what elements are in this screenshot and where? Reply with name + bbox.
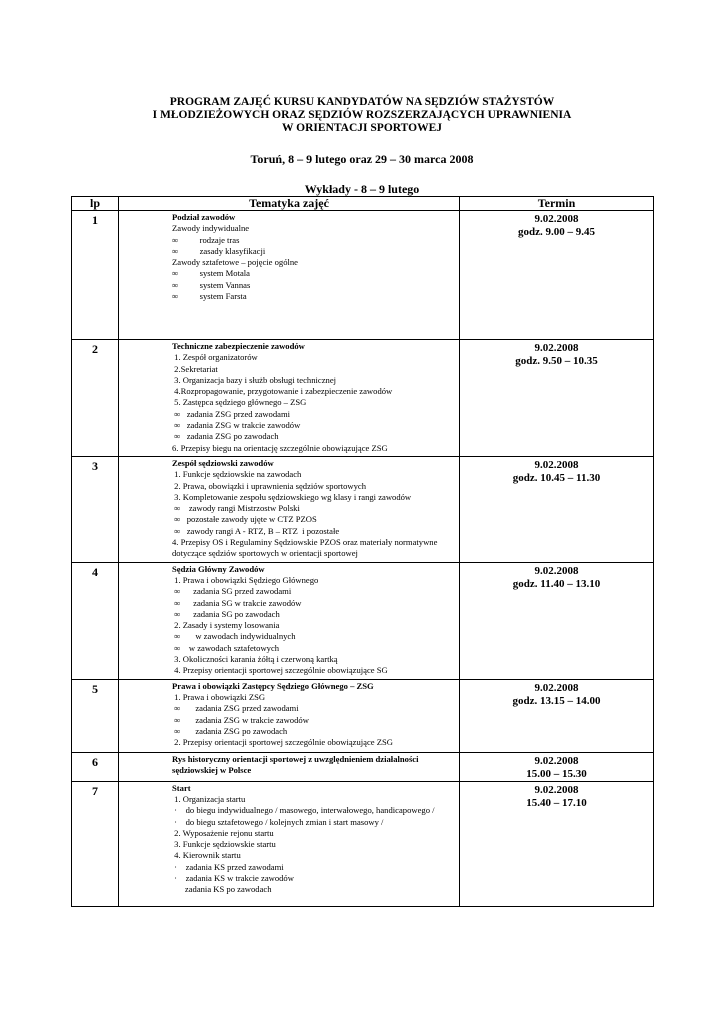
topic-cell <box>119 457 460 563</box>
topic-line: 4. Kierownik startu <box>172 850 241 861</box>
topic-cell <box>119 340 460 457</box>
topic-line: ∞ system Vannas <box>172 279 251 290</box>
term-cell <box>460 211 654 340</box>
topic-line: ∞ zawody rangi Mistrzostw Polski <box>172 503 300 514</box>
topic-line: ∞ zadania ZSG w trakcie zawodów <box>172 420 301 431</box>
document-title <box>0 96 724 135</box>
table-row <box>72 457 654 563</box>
topic-line: ∞ zadania SG po zawodach <box>172 608 280 619</box>
topic-line: ∞ w zawodach sztafetowych <box>172 642 280 653</box>
row-number: 5 <box>72 679 119 752</box>
topic-heading: Zespół sędziowski zawodów <box>172 458 274 468</box>
term-date: 9.02.2008 <box>534 754 579 767</box>
header-lp: lp <box>72 197 119 211</box>
topic-line: 1. Funkcje sędziowskie na zawodach <box>172 469 302 480</box>
table-row <box>72 211 654 340</box>
topic-line: ∞ system Farsta <box>172 291 247 302</box>
topic-line: ∞ zadania SG w trakcie zawodów <box>172 597 302 608</box>
term-cell <box>460 457 654 563</box>
title-line: W ORIENTACJI SPORTOWEJ <box>282 122 442 134</box>
table-row <box>72 781 654 906</box>
lecture-label: Wykłady - 8 – 9 lutego <box>304 182 420 196</box>
topic-line: ∞ zadania ZSG po zawodach <box>172 431 279 442</box>
topic-heading: Podział zawodów <box>172 212 236 222</box>
topic-line: dotyczące sędziów sportowych w orientacji sportowej <box>172 548 358 559</box>
topic-heading: Rys historyczny orientacji sportowej z uwzględnieniem działalności <box>172 753 419 764</box>
header-topic: Tematyka zajęć <box>119 197 460 211</box>
term-date: 9.02.2008 <box>534 213 579 225</box>
topic-line: · zadania KS przed zawodami <box>172 861 284 872</box>
title-line: I MŁODZIEŻOWYCH ORAZ SĘDZIÓW ROZSZERZAJĄCYCH UPRAWNIENIA <box>152 109 572 121</box>
table-row <box>72 562 654 679</box>
topic-line: 4. Przepisy OS i Regulaminy Sędziowskie PZOS oraz materiały normatywne <box>172 537 438 548</box>
header-term: Termin <box>460 197 654 211</box>
term-time: 15.00 – 15.30 <box>526 767 587 780</box>
topic-cell <box>119 211 460 340</box>
topic-heading: Start <box>172 782 191 793</box>
topic-cell <box>119 752 460 781</box>
schedule-table <box>71 196 654 907</box>
term-time: godz. 13.15 – 14.00 <box>512 694 601 707</box>
topic-line: ∞ w zawodach indywidualnych <box>172 631 296 642</box>
topic-line: zadania KS po zawodach <box>172 884 272 895</box>
topic-heading: Prawa i obowiązki Zastępcy Sędziego Głównego – ZSG <box>172 680 374 691</box>
term-date: 9.02.2008 <box>534 783 579 796</box>
row-number: 3 <box>72 457 119 563</box>
topic-line: ∞ zadania ZSG przed zawodami <box>172 703 299 714</box>
topic-heading: Techniczne zabezpieczenie zawodów <box>172 341 305 351</box>
topic-line: 3. Okoliczności karania żółtą i czerwoną kartką <box>172 654 338 665</box>
term-cell <box>460 562 654 679</box>
topic-line: 5. Zastępca sędziego głównego – ZSG <box>172 397 307 408</box>
topic-line: ∞ rodzaje tras <box>172 234 240 245</box>
topic-line: 3. Organizacja bazy i służb obsługi technicznej <box>172 374 337 385</box>
term-time: godz. 9.00 – 9.45 <box>518 226 595 238</box>
topic-line: · do biegu indywidualnego / masowego, interwałowego, handicapowego / <box>172 805 435 816</box>
table-row <box>72 340 654 457</box>
topic-line: ∞ zadania SG przed zawodami <box>172 586 292 597</box>
topic-line: 1. Prawa i obowiązki Sędziego Głównego <box>172 574 319 585</box>
topic-line: ∞ zadania ZSG przed zawodami <box>172 408 291 419</box>
topic-line: ∞ zadania ZSG po zawodach <box>172 725 288 736</box>
term-cell <box>460 679 654 752</box>
topic-line: ∞ pozostałe zawody ujęte w CTZ PZOS <box>172 514 317 525</box>
row-number: 2 <box>72 340 119 457</box>
topic-line: 2. Przepisy orientacji sportowej szczególnie obowiązujące ZSG <box>172 737 393 748</box>
topic-cell <box>119 562 460 679</box>
term-time: godz. 11.40 – 13.10 <box>512 577 601 590</box>
topic-cell <box>119 679 460 752</box>
row-number: 7 <box>72 781 119 906</box>
term-date: 9.02.2008 <box>534 342 579 354</box>
title-line: PROGRAM ZAJĘĆ KURSU KANDYDATÓW NA SĘDZIÓW STAŻYSTÓW <box>169 96 555 108</box>
topic-heading: Sędzia Główny Zawodów <box>172 563 265 574</box>
topic-line: 1. Zespół organizatorów <box>172 352 258 363</box>
term-cell <box>460 781 654 906</box>
topic-line: 2. Wyposażenie rejonu startu <box>172 827 274 838</box>
term-date: 9.02.2008 <box>534 564 579 577</box>
topic-heading: sędziowskiej w Polsce <box>172 764 252 775</box>
topic-line: · zadania KS w trakcie zawodów <box>172 873 294 884</box>
topic-line: 1. Prawa i obowiązki ZSG <box>172 691 266 702</box>
topic-line: 3. Funkcje sędziowskie startu <box>172 839 276 850</box>
table-header-row <box>72 197 654 211</box>
table-row <box>72 752 654 781</box>
topic-line: · do biegu sztafetowego / kolejnych zmian i start masowy / <box>172 816 384 827</box>
topic-line: ∞ zasady klasyfikacji <box>172 245 266 256</box>
topic-line: ∞ zawody rangi A - RTZ, B – RTZ i pozostałe <box>172 525 340 536</box>
topic-line: ∞ zadania ZSG w trakcie zawodów <box>172 714 309 725</box>
topic-line: ∞ system Motala <box>172 268 250 279</box>
topic-line: 4. Przepisy orientacji sportowej szczególnie obowiązujące SG <box>172 665 388 676</box>
topic-line: 3. Kompletowanie zespołu sędziowskiego wg klasy i rangi zawodów <box>172 491 412 502</box>
topic-line: Zawody sztafetowe – pojęcie ogólne <box>172 257 298 268</box>
term-cell <box>460 752 654 781</box>
term-time: godz. 9.50 – 10.35 <box>515 355 598 367</box>
row-number: 6 <box>72 752 119 781</box>
row-number: 4 <box>72 562 119 679</box>
topic-line: Zawody indywidualne <box>172 223 250 234</box>
term-time: godz. 10.45 – 11.30 <box>512 472 601 484</box>
row-number: 1 <box>72 211 119 340</box>
term-date: 9.02.2008 <box>534 459 579 471</box>
topic-line: 2. Zasady i systemy losowania <box>172 620 280 631</box>
topic-line: 2. Prawa, obowiązki i uprawnienia sędziów sportowych <box>172 480 367 491</box>
topic-line: 2.Sekretariat <box>172 363 218 374</box>
table-row <box>72 679 654 752</box>
term-time: 15.40 – 17.10 <box>526 796 587 809</box>
term-date: 9.02.2008 <box>534 681 579 694</box>
topic-line: 6. Przepisy biegu na orientację szczególnie obowiązujące ZSG <box>172 442 388 453</box>
topic-line: 1. Organizacja startu <box>172 793 246 804</box>
term-cell <box>460 340 654 457</box>
document-subtitle: Toruń, 8 – 9 lutego oraz 29 – 30 marca 2008 <box>250 152 474 166</box>
topic-cell <box>119 781 460 906</box>
topic-line: 4.Rozpropagowanie, przygotowanie i zabezpieczenie zawodów <box>172 386 393 397</box>
